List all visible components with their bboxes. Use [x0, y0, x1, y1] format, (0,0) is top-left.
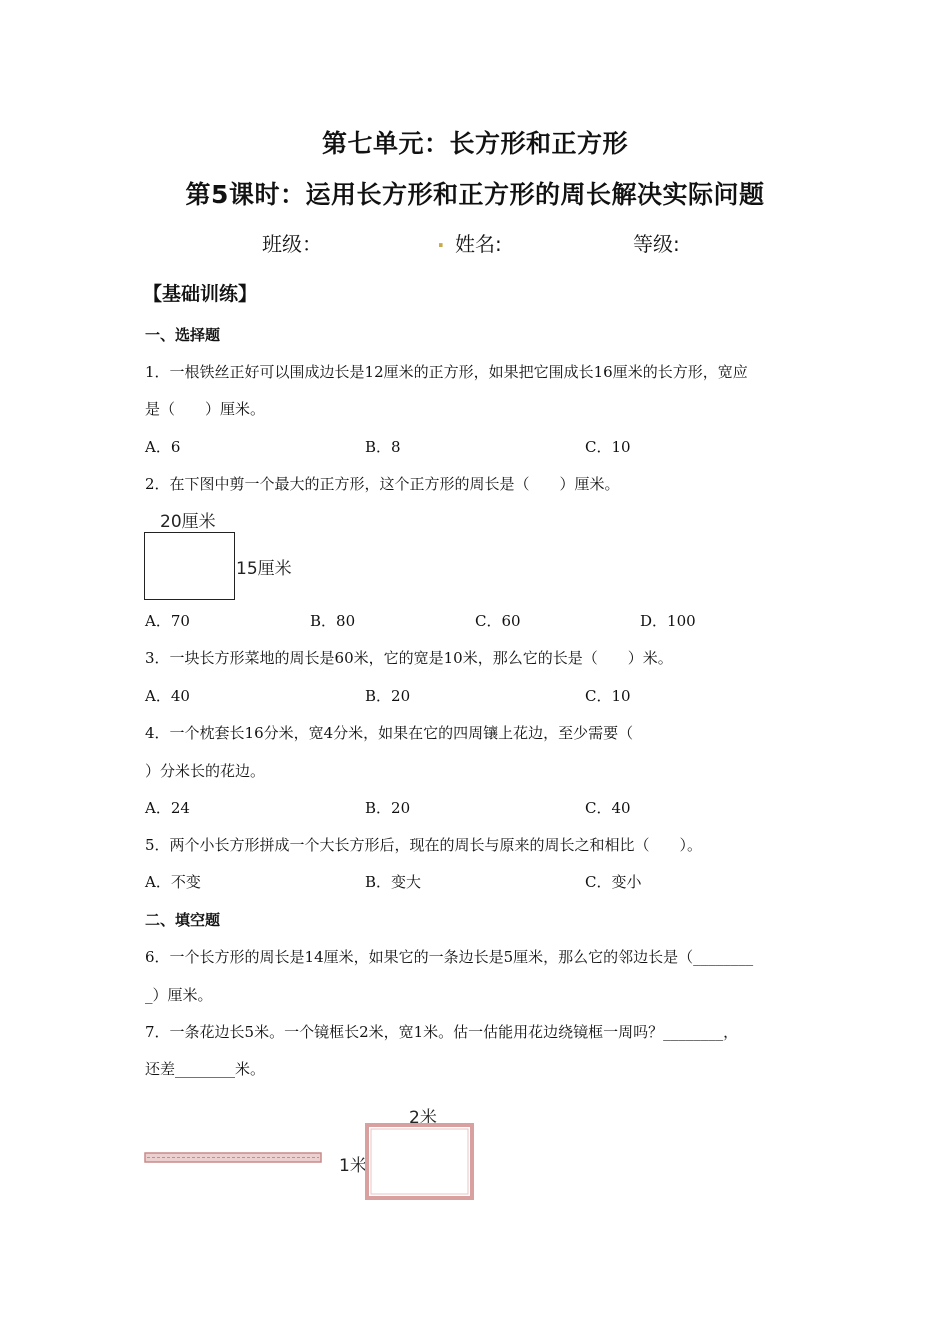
q1-line2: 是（ ）厘米。: [145, 400, 266, 418]
q2-line1: 2．在下图中剪一个最大的正方形，这个正方形的周长是（ ）厘米。: [145, 475, 620, 493]
q2-option-a: A．70: [145, 612, 190, 630]
q1-option-b: B．8: [365, 438, 401, 456]
unit-title: 第七单元：长方形和正方形: [321, 129, 628, 158]
q3-option-b: B．20: [365, 687, 411, 705]
q4-line2: ）分米长的花边。: [145, 762, 266, 780]
q2-figure-top-label: 20厘米: [160, 512, 216, 532]
q3-option-c: C．10: [585, 687, 631, 705]
q4-option-a: A．24: [145, 799, 190, 817]
q5-line1: 5．两个小长方形拼成一个大长方形后，现在的周长与原来的周长之和相比（ ）。: [145, 836, 703, 854]
q5-option-a: A．不变: [145, 873, 201, 891]
q2-option-b: B．80: [310, 612, 356, 630]
q6-line2: _）厘米。: [145, 986, 213, 1004]
q1-option-a: A．6: [145, 438, 181, 456]
q1-option-c: C．10: [585, 438, 631, 456]
class-label: 班级：: [262, 232, 322, 256]
decorative-dot: .: [437, 228, 445, 252]
q1-line1: 1．一根铁丝正好可以围成边长是12厘米的正方形，如果把它围成长16厘米的长方形，宽应: [145, 363, 748, 381]
q4-line1: 4．一个枕套长16分米，宽4分米，如果在它的四周镶上花边，至少需要（: [145, 724, 634, 742]
q3-option-a: A．40: [145, 687, 190, 705]
q2-option-c: C．60: [475, 612, 521, 630]
q4-option-b: B．20: [365, 799, 411, 817]
q4-option-c: C．40: [585, 799, 631, 817]
section-basic-training: 【基础训练】: [143, 283, 258, 305]
q2-figure-side-label: 15厘米: [236, 559, 292, 579]
q2-rectangle-figure: [144, 532, 235, 600]
q7-line1: 7．一条花边长5米。一个镜框长2米，宽1米。估一估能用花边绕镜框一周吗？________，: [145, 1023, 739, 1041]
q3-line1: 3．一块长方形菜地的周长是60米，它的宽是10米，那么它的长是（ ）米。: [145, 649, 673, 667]
lesson-title: 第5课时：运用长方形和正方形的周长解决实际问题: [185, 180, 765, 209]
q5-option-c: C．变小: [585, 873, 642, 891]
q2-option-d: D．100: [640, 612, 696, 630]
grade-label: 等级:: [633, 232, 680, 256]
name-label: 姓名:: [455, 232, 502, 256]
mirror-frame-figure: [365, 1123, 475, 1201]
q7-figure-side-label: 1米: [339, 1156, 367, 1176]
q7-figure-top-label: 2米: [409, 1108, 437, 1128]
part2-title: 二、填空题: [145, 911, 221, 929]
q5-option-b: B．变大: [365, 873, 422, 891]
q6-line1: 6．一个长方形的周长是14厘米，如果它的一条边长是5厘米，那么它的邻边长是（________: [145, 948, 754, 966]
lace-strip-figure: [144, 1151, 324, 1165]
part1-title: 一、选择题: [145, 326, 221, 344]
q7-line2: 还差________米。: [145, 1060, 266, 1078]
